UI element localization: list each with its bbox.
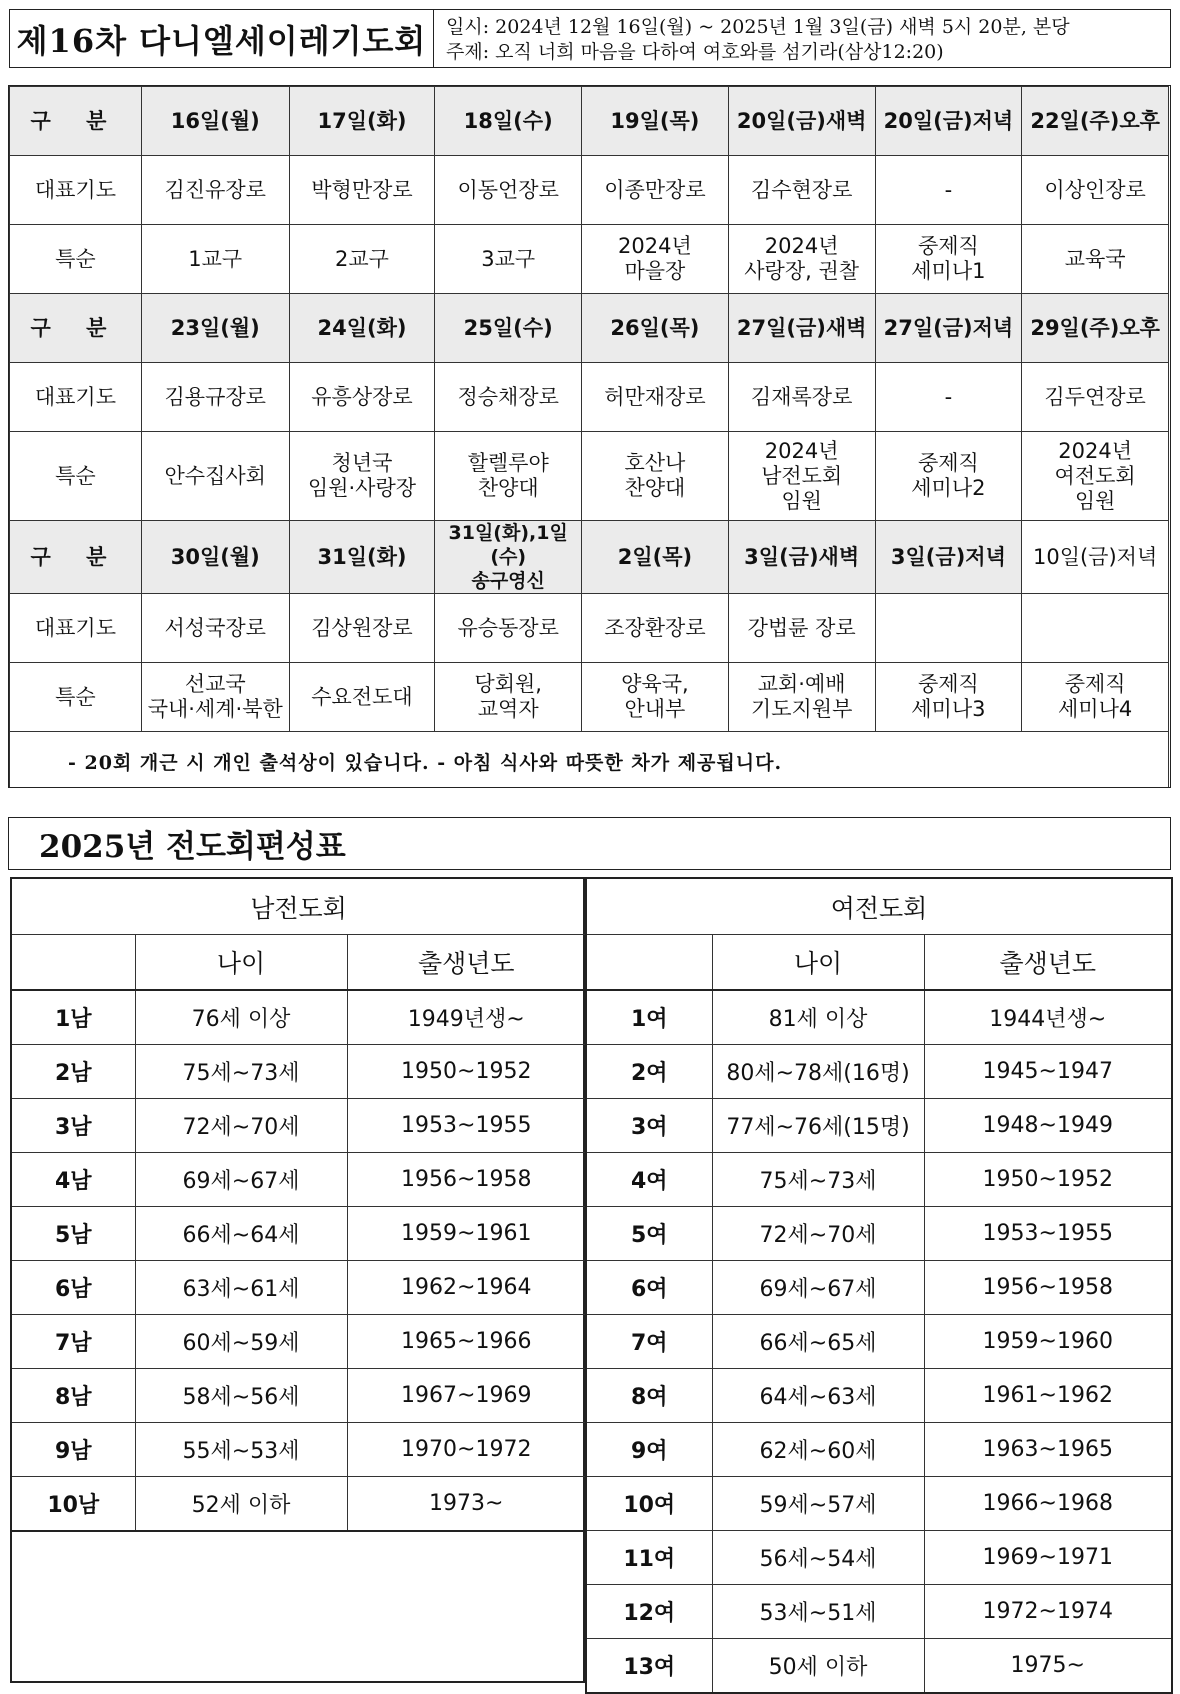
age-cell: 66세~64세: [135, 1207, 347, 1261]
birth-year-cell: 1969~1971: [924, 1531, 1172, 1585]
prayer-row: [10, 594, 1169, 663]
org-title: 2025년 전도회편성표: [39, 829, 346, 865]
special-row-cell: 청년국 임원·사랑장: [289, 432, 435, 521]
day-header-row-cell: 31일(화): [289, 521, 435, 594]
group-label: 3여: [586, 1099, 712, 1153]
female-group-title: 여전도회: [586, 878, 1172, 935]
page-title: 제16차 다니엘세이레기도회: [16, 21, 427, 60]
group-label: 2남: [11, 1045, 135, 1099]
row-label: 구 분: [10, 294, 142, 363]
day-header-row: [10, 87, 1169, 156]
age-cell: 80세~78세(16명): [712, 1045, 924, 1099]
prayer-row-cell: 박형만장로: [289, 156, 435, 225]
age-cell: 60세~59세: [135, 1315, 347, 1369]
row-label: 구 분: [10, 87, 142, 156]
column-header: 출생년도: [924, 935, 1172, 991]
prayer-row-cell: 서성국장로: [141, 594, 289, 663]
birth-year-cell: 1953~1955: [347, 1099, 586, 1153]
age-cell: 50세 이하: [712, 1639, 924, 1694]
table-row: [11, 1207, 586, 1261]
table-row: [586, 1369, 1172, 1423]
prayer-row-cell: 정승채장로: [435, 363, 582, 432]
special-row: [10, 432, 1169, 521]
table-row: [11, 1153, 586, 1207]
table-row: [11, 1045, 586, 1099]
female-group-title-row: [586, 878, 1172, 935]
table-row: [586, 990, 1172, 1045]
group-label: 2여: [586, 1045, 712, 1099]
special-row-cell: 수요전도대: [289, 663, 435, 732]
day-header-row-cell: 20일(금)새벽: [728, 87, 875, 156]
group-label: 12여: [586, 1585, 712, 1639]
day-header-row: [10, 294, 1169, 363]
birth-year-cell: 1944년생~: [924, 990, 1172, 1045]
column-header: 출생년도: [347, 935, 586, 991]
prayer-row-cell: 조장환장로: [582, 594, 729, 663]
group-label: 5여: [586, 1207, 712, 1261]
special-row: [10, 663, 1169, 732]
group-label: 13여: [586, 1639, 712, 1694]
special-row-cell: 당회원, 교역자: [435, 663, 582, 732]
male-group-title: 남전도회: [11, 878, 586, 935]
group-label: 4남: [11, 1153, 135, 1207]
birth-year-cell: 1967~1969: [347, 1369, 586, 1423]
special-row-cell: 중제직 세미나1: [875, 225, 1022, 294]
birth-year-cell: 1959~1960: [924, 1315, 1172, 1369]
female-column-header-row: [586, 935, 1172, 991]
birth-year-cell: 1963~1965: [924, 1423, 1172, 1477]
prayer-row-cell: [875, 594, 1022, 663]
notice-row: [10, 732, 1169, 789]
table-row: [586, 1207, 1172, 1261]
table-row: [586, 1639, 1172, 1694]
age-cell: 81세 이상: [712, 990, 924, 1045]
table-row: [586, 1531, 1172, 1585]
day-header-row-cell: 16일(월): [141, 87, 289, 156]
birth-year-cell: 1975~: [924, 1639, 1172, 1694]
group-label: 5남: [11, 1207, 135, 1261]
table-row: [586, 1045, 1172, 1099]
age-cell: 76세 이상: [135, 990, 347, 1045]
day-header-row: [10, 521, 1169, 594]
special-row-cell: 2024년 남전도회 임원: [728, 432, 875, 521]
birth-year-cell: 1961~1962: [924, 1369, 1172, 1423]
special-row: [10, 225, 1169, 294]
birth-year-cell: 1962~1964: [347, 1261, 586, 1315]
row-label: 특순: [10, 432, 142, 521]
prayer-row-cell: 김용규장로: [141, 363, 289, 432]
prayer-row-cell: -: [875, 363, 1022, 432]
special-row-cell: 양육국, 안내부: [582, 663, 729, 732]
group-label: 11여: [586, 1531, 712, 1585]
org-title-box: [8, 817, 1171, 870]
table-row: [586, 1153, 1172, 1207]
age-cell: 59세~57세: [712, 1477, 924, 1531]
table-row: [586, 1261, 1172, 1315]
table-row: [11, 990, 586, 1045]
age-cell: 63세~61세: [135, 1261, 347, 1315]
prayer-row-cell: 유흥상장로: [289, 363, 435, 432]
group-label: 10남: [11, 1477, 135, 1532]
age-cell: 56세~54세: [712, 1531, 924, 1585]
day-header-row-cell: 3일(금)저녁: [875, 521, 1022, 594]
row-label: 특순: [10, 225, 142, 294]
age-cell: 62세~60세: [712, 1423, 924, 1477]
prayer-row: [10, 363, 1169, 432]
age-cell: 75세~73세: [712, 1153, 924, 1207]
age-cell: 69세~67세: [135, 1153, 347, 1207]
special-row-cell: 교육국: [1022, 225, 1169, 294]
special-row-cell: 중제직 세미나4: [1022, 663, 1169, 732]
title-box: [9, 9, 1171, 68]
birth-year-cell: 1970~1972: [347, 1423, 586, 1477]
column-header: 나이: [135, 935, 347, 991]
table-row: [586, 1315, 1172, 1369]
group-label: 1여: [586, 990, 712, 1045]
row-label: 특순: [10, 663, 142, 732]
day-header-row-cell: 25일(수): [435, 294, 582, 363]
prayer-row-cell: 김수현장로: [728, 156, 875, 225]
event-date: 일시: 2024년 12월 16일(월) ~ 2025년 1월 3일(금) 새벽 5시 20분, 본당: [446, 16, 1070, 38]
male-group-table: [10, 877, 587, 1532]
age-cell: 53세~51세: [712, 1585, 924, 1639]
age-cell: 58세~56세: [135, 1369, 347, 1423]
prayer-row-cell: 이동언장로: [435, 156, 582, 225]
special-row-cell: 안수집사회: [141, 432, 289, 521]
birth-year-cell: 1949년생~: [347, 990, 586, 1045]
table-row: [11, 1099, 586, 1153]
org-tables: [10, 877, 1172, 1683]
age-cell: 66세~65세: [712, 1315, 924, 1369]
group-label: 9여: [586, 1423, 712, 1477]
prayer-row-cell: -: [875, 156, 1022, 225]
birth-year-cell: 1972~1974: [924, 1585, 1172, 1639]
special-row-cell: 2교구: [289, 225, 435, 294]
prayer-row: [10, 156, 1169, 225]
day-header-row-cell: 27일(금)저녁: [875, 294, 1022, 363]
row-label: 대표기도: [10, 156, 142, 225]
day-header-row-cell: 30일(월): [141, 521, 289, 594]
group-label: 8남: [11, 1369, 135, 1423]
birth-year-cell: 1950~1952: [347, 1045, 586, 1099]
row-label: 대표기도: [10, 594, 142, 663]
female-group-table: [585, 877, 1173, 1694]
notice-text: - 20회 개근 시 개인 출석상이 있습니다. - 아침 식사와 따뜻한 차가 제공됩니다.: [68, 751, 783, 774]
special-row-cell: 2024년 마을장: [582, 225, 729, 294]
special-row-cell: 할렐루야 찬양대: [435, 432, 582, 521]
special-row-cell: 교회·예배 기도지원부: [728, 663, 875, 732]
column-header: 나이: [712, 935, 924, 991]
table-row: [11, 1477, 586, 1532]
table-row: [11, 1261, 586, 1315]
prayer-row-cell: 김진유장로: [141, 156, 289, 225]
day-header-row-cell: 2일(목): [582, 521, 729, 594]
title-divider: [433, 10, 434, 67]
special-row-cell: 2024년 사랑장, 권찰: [728, 225, 875, 294]
age-cell: 69세~67세: [712, 1261, 924, 1315]
age-cell: 52세 이하: [135, 1477, 347, 1532]
male-group-title-row: [11, 878, 586, 935]
table-row: [586, 1585, 1172, 1639]
day-header-row-cell: 31일(화),1일(수) 송구영신: [435, 521, 582, 594]
day-header-row-cell: 17일(화): [289, 87, 435, 156]
birth-year-cell: 1948~1949: [924, 1099, 1172, 1153]
day-header-row-cell: 20일(금)저녁: [875, 87, 1022, 156]
schedule-box: [8, 85, 1171, 788]
special-row-cell: 1교구: [141, 225, 289, 294]
day-header-row-cell: 3일(금)새벽: [728, 521, 875, 594]
table-row: [11, 1423, 586, 1477]
age-cell: 77세~76세(15명): [712, 1099, 924, 1153]
schedule-table: [9, 86, 1169, 788]
group-label: 6여: [586, 1261, 712, 1315]
table-row: [586, 1477, 1172, 1531]
age-cell: 75세~73세: [135, 1045, 347, 1099]
event-theme: 주제: 오직 너희 마음을 다하여 여호와를 섬기라(삼상12:20): [446, 41, 944, 63]
special-row-cell: 호산나 찬양대: [582, 432, 729, 521]
birth-year-cell: 1953~1955: [924, 1207, 1172, 1261]
day-header-row-cell: 23일(월): [141, 294, 289, 363]
row-label: 구 분: [10, 521, 142, 594]
day-header-row-cell: 26일(목): [582, 294, 729, 363]
group-label: 6남: [11, 1261, 135, 1315]
special-row-cell: 중제직 세미나3: [875, 663, 1022, 732]
special-row-cell: 선교국 국내·세계·북한: [141, 663, 289, 732]
birth-year-cell: 1945~1947: [924, 1045, 1172, 1099]
day-header-row-cell: 27일(금)새벽: [728, 294, 875, 363]
prayer-row-cell: 유승동장로: [435, 594, 582, 663]
day-header-row-cell: 24일(화): [289, 294, 435, 363]
day-header-row-cell: 18일(수): [435, 87, 582, 156]
age-cell: 64세~63세: [712, 1369, 924, 1423]
birth-year-cell: 1973~: [347, 1477, 586, 1532]
male-column-header-row: [11, 935, 586, 991]
group-label: 10여: [586, 1477, 712, 1531]
birth-year-cell: 1956~1958: [347, 1153, 586, 1207]
birth-year-cell: 1959~1961: [347, 1207, 586, 1261]
day-header-row-cell: 22일(주)오후: [1022, 87, 1169, 156]
group-label: 7남: [11, 1315, 135, 1369]
birth-year-cell: 1965~1966: [347, 1315, 586, 1369]
age-cell: 72세~70세: [712, 1207, 924, 1261]
special-row-cell: 3교구: [435, 225, 582, 294]
day-header-row-cell: 10일(금)저녁: [1022, 521, 1169, 594]
event-info: [446, 15, 1070, 65]
prayer-row-cell: 이종만장로: [582, 156, 729, 225]
prayer-row-cell: 강법륜 장로: [728, 594, 875, 663]
birth-year-cell: 1950~1952: [924, 1153, 1172, 1207]
group-label: 8여: [586, 1369, 712, 1423]
prayer-row-cell: 김재록장로: [728, 363, 875, 432]
prayer-row-cell: 김상원장로: [289, 594, 435, 663]
group-label: 1남: [11, 990, 135, 1045]
group-label: 7여: [586, 1315, 712, 1369]
prayer-row-cell: 허만재장로: [582, 363, 729, 432]
special-row-cell: 2024년 여전도회 임원: [1022, 432, 1169, 521]
group-label: 4여: [586, 1153, 712, 1207]
day-header-row-cell: 19일(목): [582, 87, 729, 156]
table-row: [586, 1423, 1172, 1477]
age-cell: 72세~70세: [135, 1099, 347, 1153]
prayer-row-cell: [1022, 594, 1169, 663]
group-label: 9남: [11, 1423, 135, 1477]
table-row: [11, 1315, 586, 1369]
table-row: [586, 1099, 1172, 1153]
birth-year-cell: 1966~1968: [924, 1477, 1172, 1531]
age-cell: 55세~53세: [135, 1423, 347, 1477]
special-row-cell: 중제직 세미나2: [875, 432, 1022, 521]
column-header: [586, 935, 712, 991]
column-header: [11, 935, 135, 991]
group-label: 3남: [11, 1099, 135, 1153]
prayer-row-cell: 이상인장로: [1022, 156, 1169, 225]
prayer-row-cell: 김두연장로: [1022, 363, 1169, 432]
day-header-row-cell: 29일(주)오후: [1022, 294, 1169, 363]
table-row: [11, 1369, 586, 1423]
birth-year-cell: 1956~1958: [924, 1261, 1172, 1315]
row-label: 대표기도: [10, 363, 142, 432]
